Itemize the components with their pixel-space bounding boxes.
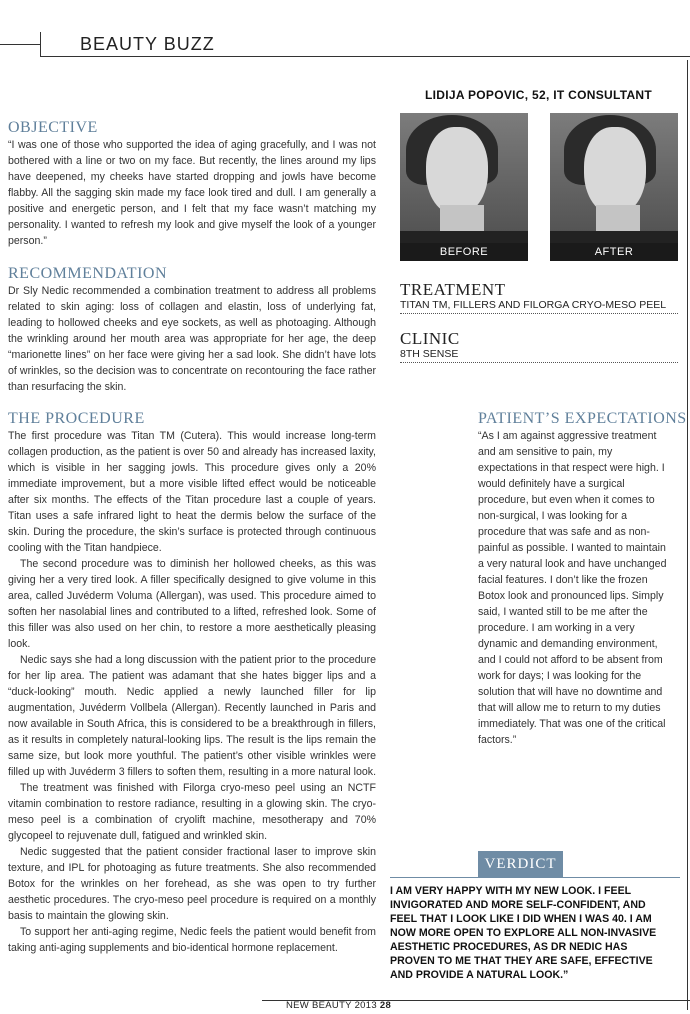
procedure-paragraph: To support her anti-aging regime, Nedic feels the patient would benefit from taking anti-aging supplements and bio-identical hormone replacement. — [8, 926, 376, 954]
procedure-heading: THE PROCEDURE — [8, 410, 145, 427]
procedure-paragraph: The first procedure was Titan TM (Cutera). This would increase long-term collagen production, as the patient is over 50 and already has increased laxity, which is visible in her sagging jowls. This procedure gives only a 20% immediate improvement, but a more visible lifted effect would be noticeable after six months. The effects of the Titan procedure last a couple of years. Titan uses a safe infrared light to heat the dermis below the surface of the skin. During the procedure, the skin’s surface is protected through continuous cooling with the Titan handpiece. — [8, 430, 376, 554]
procedure-paragraph: The treatment was finished with Filorga cryo-meso peel using an NCTF vitamin combination to restore radiance, resulting in a glowing skin. The cryo-meso peel is a combination of cryolift machine, mesotherapy and 70% glycopeel to rejuvenate dull, fatigued and wrinkled skin. — [8, 782, 376, 842]
page-side-rule — [687, 60, 688, 1010]
treatment-value: TITAN TM, FILLERS AND FILORGA CRYO-MESO PEEL — [400, 299, 678, 314]
before-label: BEFORE — [400, 243, 528, 261]
verdict-rule — [390, 877, 680, 878]
case-title: LIDIJA POPOVIC, 52, IT CONSULTANT — [425, 88, 653, 102]
footer — [286, 1000, 391, 1011]
treatment-heading: TREATMENT — [400, 280, 506, 299]
header-rule — [0, 44, 40, 45]
page-number: 28 — [379, 1000, 392, 1011]
expectations-heading: PATIENT’S EXPECTATIONS — [478, 410, 687, 427]
footer-publication: NEW BEAUTY 2013 — [286, 1000, 377, 1011]
clinic-heading: CLINIC — [400, 329, 460, 348]
expectations-text: “As I am against aggressive treatment and am sensitive to pain, my expectations in that respect were high. I would definitely have a surgical procedure, but even when it comes to non-surgical, I was looking for a procedure that was safe and as non-painful as possible. I wanted to maintain a very natural look and have unchanged facial features. I don’t like the frozen Botox look and pronounced lips. Simply said, I wanted still to be me after the procedure. I am working in a very dynamic and demanding environment, and I could not afford to be absent from work for days; I was looking for the solution that will have no downtime and that will allow me to return to my duties immediately. That was one of the critical factors.” — [478, 430, 667, 746]
recommendation-heading: RECOMMENDATION — [8, 265, 167, 282]
verdict-text: I AM VERY HAPPY WITH MY NEW LOOK. I FEEL INVIGORATED AND MORE SELF-CONFIDENT, AND FEEL THAT I LOOK LIKE I DID WHEN I WAS 40. I AM NOW MORE OPEN TO EXPLORE ALL NON-INVASIVE AESTHETIC PROCEDURES, AS DR NEDIC HAS PROVEN TO ME THAT THEY ARE SAFE, EFFECTIVE AND PROVIDE A NATURAL LOOK.” — [390, 885, 657, 981]
recommendation-text: Dr Sly Nedic recommended a combination treatment to address all problems related to skin aging: loss of collagen and elastin, loss of underlying fat, leading to hollowed cheeks and eye sockets, as well as photoaging. Although the wrinkling around her mouth area was appropriate for her age, the deep “marionette lines” on her face were giving her a sad look. She didn’t have lots of wrinkles, so the decision was to concentrate on recontouring the face rather than resurfacing the skin. — [8, 285, 376, 393]
clinic-value: 8TH SENSE — [400, 348, 678, 363]
procedure-paragraph: The second procedure was to diminish her hollowed cheeks, as this was giving her a very tired look. A filler specifically designed to give volume in this area, called Juvéderm Voluma (Allergan), was used. This procedure aimed to soften her nasolabial lines and contributed to a lifted, refreshed look. Some of this filler was also used on her chin, to restore a more aesthetically pleasing look. — [8, 558, 376, 650]
section-title: BEAUTY BUZZ — [80, 34, 215, 54]
before-photo — [400, 113, 528, 261]
procedure-body — [8, 428, 376, 956]
procedure-paragraph: Nedic says she had a long discussion with the patient prior to the procedure for her lip area. The patient was adamant that she hates bigger lips and a “duck-looking” mouth. Nedic applied a newly launched filler for lip augmentation, Juvéderm Vollbela (Allergan). Recently launched in Paris and now available in South Africa, this is considered to be a breakthrough in fillers, as it results in completely natural-looking lips. The result is the lips remain the same size, but look more youthful. The patient’s other visible wrinkles were filled up with Juvéderm 3 fillers to soften them, resulting in a more natural look. — [8, 654, 377, 778]
verdict-heading: VERDICT — [478, 851, 563, 877]
after-label: AFTER — [550, 243, 678, 261]
after-photo — [550, 113, 678, 261]
objective-text: “I was one of those who supported the idea of aging gracefully, and I was not bothered with a line or two on my face. But recently, the lines around my lips have deepened, my cheeks have started dropping and jowls have become flabby. All the sagging skin made my face look tired and dull. I am generally a positive and energetic person, and I felt that my face wasn’t matching my personality. I wanted to refresh my look and give myself the look of a younger person.” — [8, 139, 376, 247]
procedure-paragraph: Nedic suggested that the patient consider fractional laser to improve skin texture, and IPL for photoaging as future treatments. She also recommended Botox for the wrinkles on her forehead, as she was open to try further aesthetic procedures. The cryo-meso peel procedure is required on a monthly basis to maintain the glowing skin. — [8, 846, 376, 922]
objective-heading: OBJECTIVE — [8, 119, 98, 136]
